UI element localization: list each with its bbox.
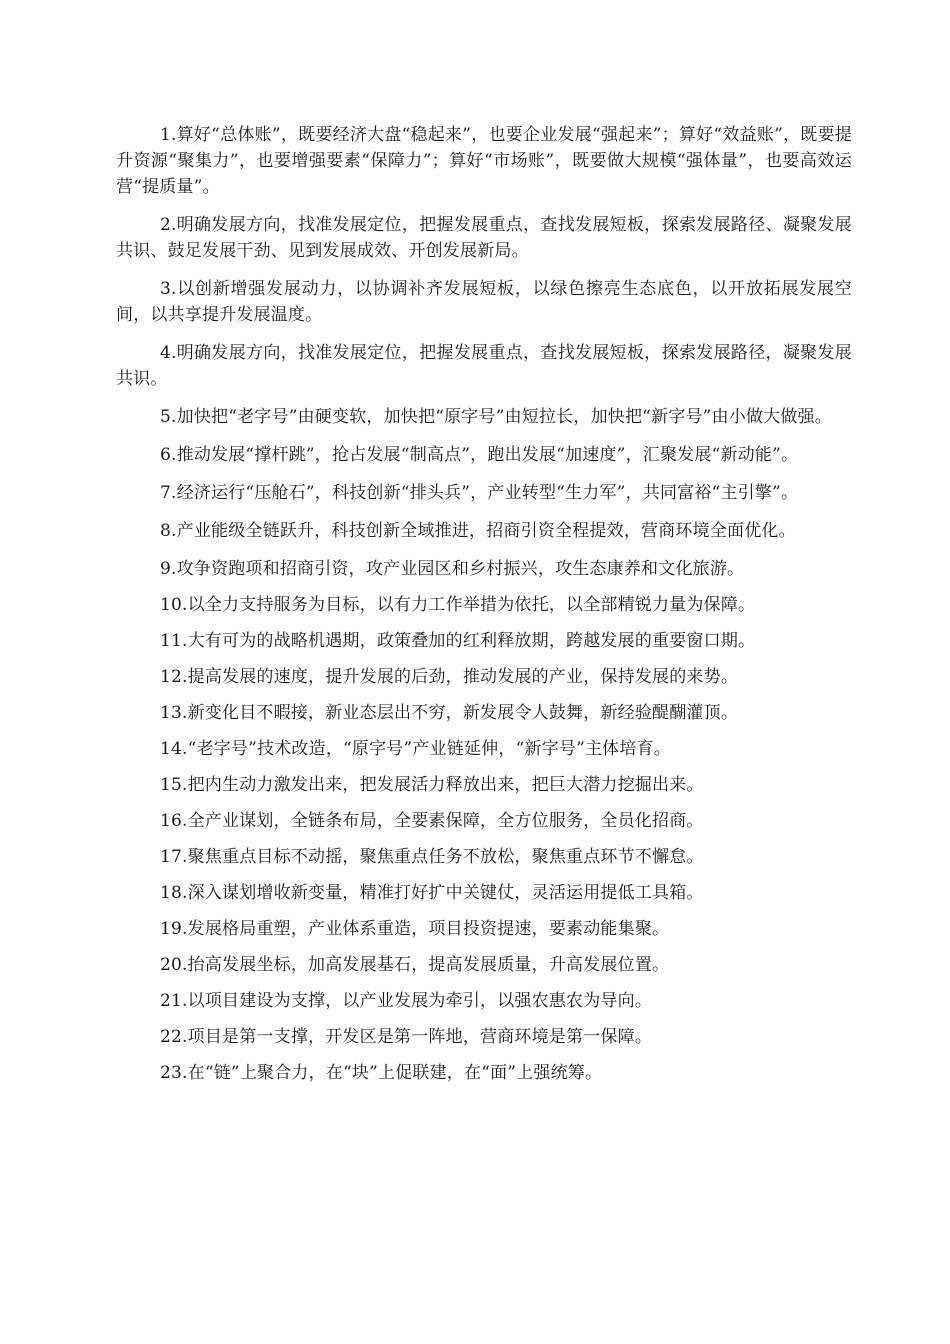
document-body	[116, 122, 852, 1096]
list-item: 8.产业能级全链跃升，科技创新全域推进，招商引资全程提效，营商环境全面优化。	[160, 521, 796, 541]
list-item: 1.算好“总体账”，既要经济大盘“稳起来”，也要企业发展“强起来”；算好“效益账”，既要提升资源“聚集力”，也要增强要素“保障力”；算好“市场账”，既要做大规模“强体量”，也要高效运营“提质量”。	[116, 125, 852, 197]
list-item: 17.聚焦重点目标不动摇，聚焦重点任务不放松，聚焦重点环节不懈怠。	[160, 847, 704, 867]
list-item: 14.“老字号”技术改造，“原字号”产业链延伸，“新字号”主体培育。	[160, 739, 671, 759]
list-item: 7.经济运行“压舱石”，科技创新“排头兵”，产业转型“生力军”，共同富裕“主引擎”。	[160, 483, 799, 503]
list-item: 13.新变化目不暇接，新业态层出不穷，新发展令人鼓舞，新经验醍醐灌顶。	[160, 703, 739, 723]
list-item: 11.大有可为的战略机遇期，政策叠加的红利释放期，跨越发展的重要窗口期。	[160, 631, 756, 651]
list-item: 9.攻争资跑项和招商引资，攻产业园区和乡村振兴，攻生态康养和文化旅游。	[160, 559, 745, 579]
list-item: 4.明确发展方向，找准发展定位，把握发展重点，查找发展短板，探索发展路径，凝聚发展共识。	[116, 343, 852, 389]
list-item: 10.以全力支持服务为目标，以有力工作举措为依托，以全部精锐力量为保障。	[160, 595, 756, 615]
list-item: 15.把内生动力激发出来，把发展活力释放出来，把巨大潜力挖掘出来。	[160, 775, 704, 795]
list-item: 21.以项目建设为支撑，以产业发展为牵引，以强农惠农为导向。	[160, 991, 653, 1011]
list-item: 20.抬高发展坐标，加高发展基石，提高发展质量，升高发展位置。	[160, 955, 670, 975]
list-item: 19.发展格局重塑，产业体系重造，项目投资提速，要素动能集聚。	[160, 919, 670, 939]
list-item: 6.推动发展“撑杆跳”，抢占发展“制高点”，跑出发展“加速度”，汇聚发展“新动能”。	[160, 445, 799, 465]
list-item: 5.加快把“老字号”由硬变软，加快把“原字号”由短拉长，加快把“新字号”由小做大做强。	[160, 407, 832, 427]
list-item: 3.以创新增强发展动力，以协调补齐发展短板，以绿色擦亮生态底色，以开放拓展发展空间，以共享提升发展温度。	[116, 279, 852, 325]
list-item: 12.提高发展的速度，提升发展的后劲，推动发展的产业，保持发展的来势。	[160, 667, 739, 687]
list-item: 16.全产业谋划，全链条布局，全要素保障，全方位服务，全员化招商。	[160, 811, 704, 831]
list-item: 2.明确发展方向，找准发展定位，把握发展重点，查找发展短板，探索发展路径、凝聚发展共识、鼓足发展干劲、见到发展成效、开创发展新局。	[116, 215, 852, 261]
list-item: 23.在“链”上聚合力，在“块”上促联建，在“面”上强统筹。	[160, 1063, 603, 1083]
list-item: 18.深入谋划增收新变量，精准打好扩中关键仗，灵活运用提低工具箱。	[160, 883, 704, 903]
list-item: 22.项目是第一支撑，开发区是第一阵地，营商环境是第一保障。	[160, 1027, 653, 1047]
